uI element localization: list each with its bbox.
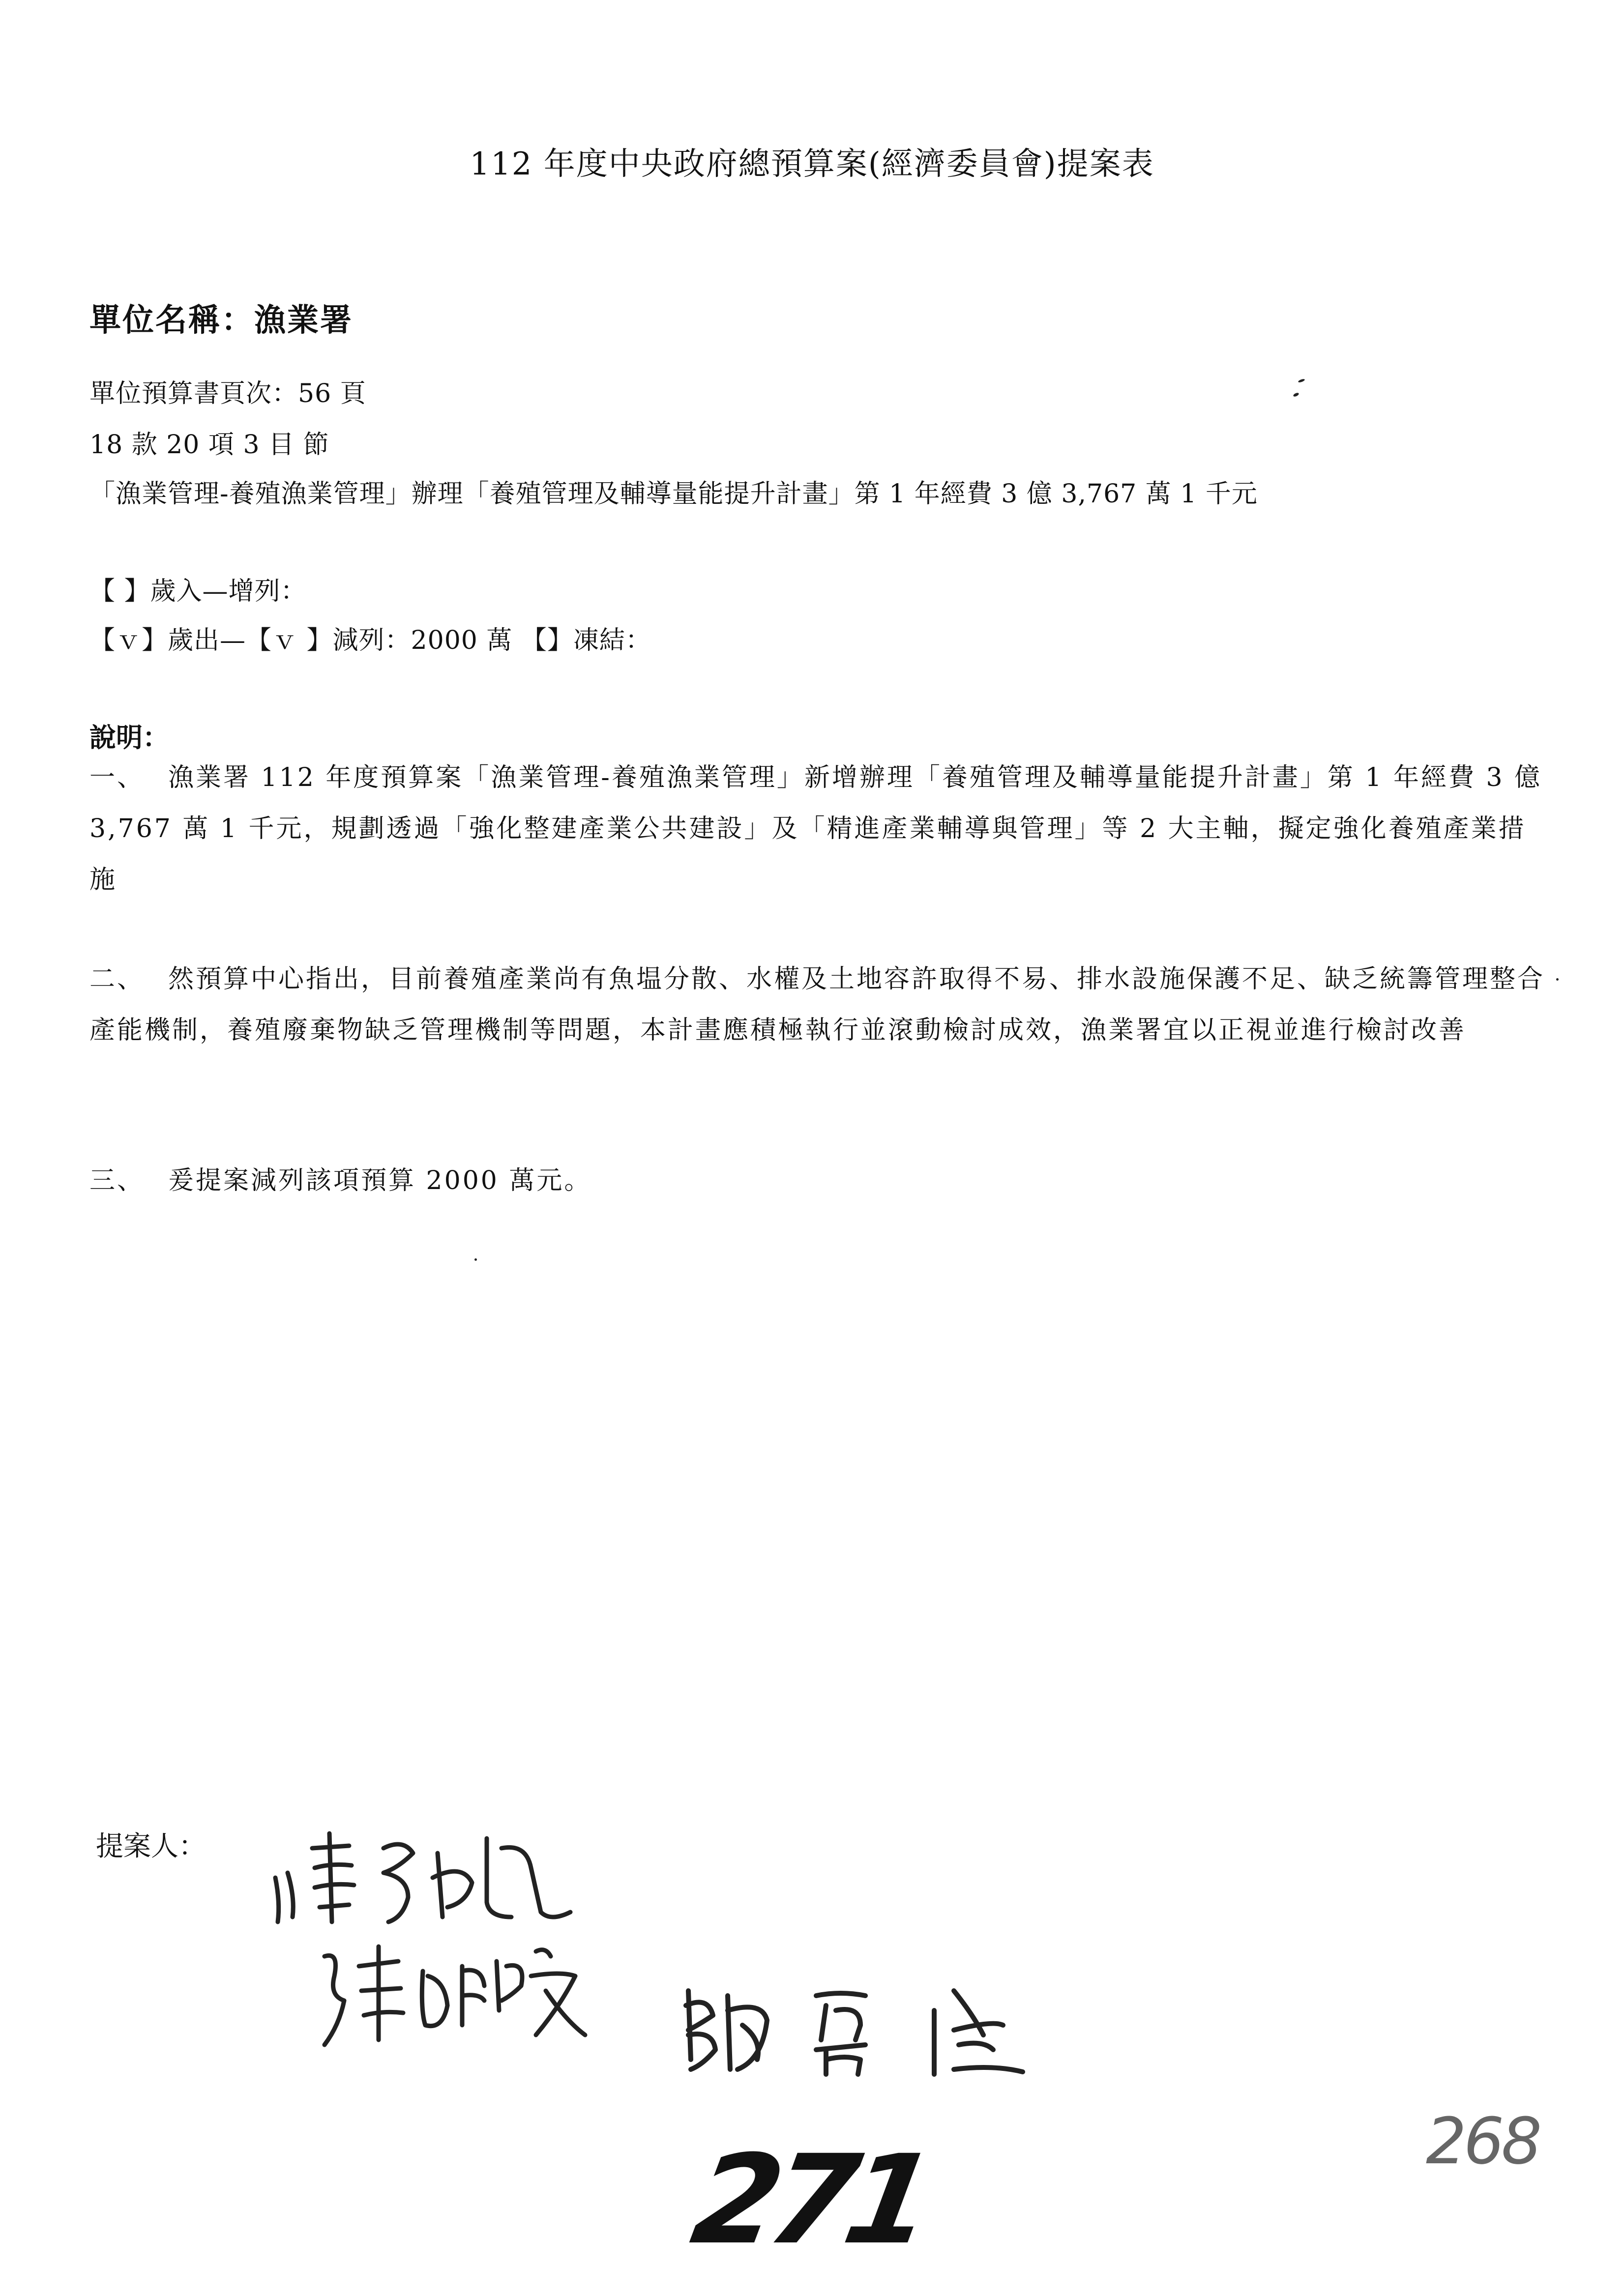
page-number-handwritten: 271 [683,2128,936,2271]
unit-name [89,295,353,340]
budget-page-ref: 單位預算書頁次：56 頁 [89,379,366,408]
unit-name-label: 單位名稱 [89,302,221,339]
page-title: 112 年度中央政府總預算案(經濟委員會)提案表 [470,146,1154,182]
signature-1 [266,1819,580,1932]
item-number: 一、 [89,763,145,792]
proposer-label: 提案人： [96,1831,206,1862]
scan-speck [1293,392,1299,398]
scan-speck [474,1258,477,1261]
explanation-item-1 [89,752,1545,905]
signature-3 [679,1976,1033,2084]
item-text: 爰提案減列該項預算 2000 萬元。 [168,1166,592,1195]
item-number: 三、 [89,1166,145,1195]
program-description: 「漁業管理-養殖漁業管理」辦理「養殖管理及輔導量能提升計畫」第 1 年經費 3 億 3,767 萬 1 千元 [89,479,1258,509]
revenue-line: 【 】歲入—增列： [89,577,307,606]
scan-speck [1556,978,1559,981]
unit-name-separator: ： [221,302,254,339]
explanation-item-3 [89,1155,1545,1206]
explanation-item-2 [89,954,1545,1056]
explanation-label: 說明： [89,722,169,753]
unit-name-value: 漁業署 [254,302,353,339]
item-code: 18 款 20 項 3 目 節 [89,430,329,460]
scan-speck [1298,378,1305,383]
expenditure-line: 【ｖ】歲出—【ｖ 】減列：2000 萬 【】凍結： [89,626,651,655]
item-number: 二、 [89,964,145,994]
item-text: 漁業署 112 年度預算案「漁業管理-養殖漁業管理」新增辦理「養殖管理及輔導量能提升計畫」第 1 年經費 3 億 3,767 萬 1 千元，規劃透過「強化整建產業公共建設」及「精進產業輔導與管理」等 2 大主軸，擬定強化養殖產業措施 [89,763,1542,895]
secondary-page-number: 268 [1426,2104,1539,2179]
item-text: 然預算中心指出，目前養殖產業尚有魚塭分散、水權及土地容許取得不易、排水設施保護不足、缺乏統籌管理整合產能機制，養殖廢棄物缺乏管理機制等問題，本計畫應積極執行並滾動檢討成效，漁業署宜以正視並進行檢討改善 [89,964,1545,1045]
signature-2 [315,1932,590,2050]
